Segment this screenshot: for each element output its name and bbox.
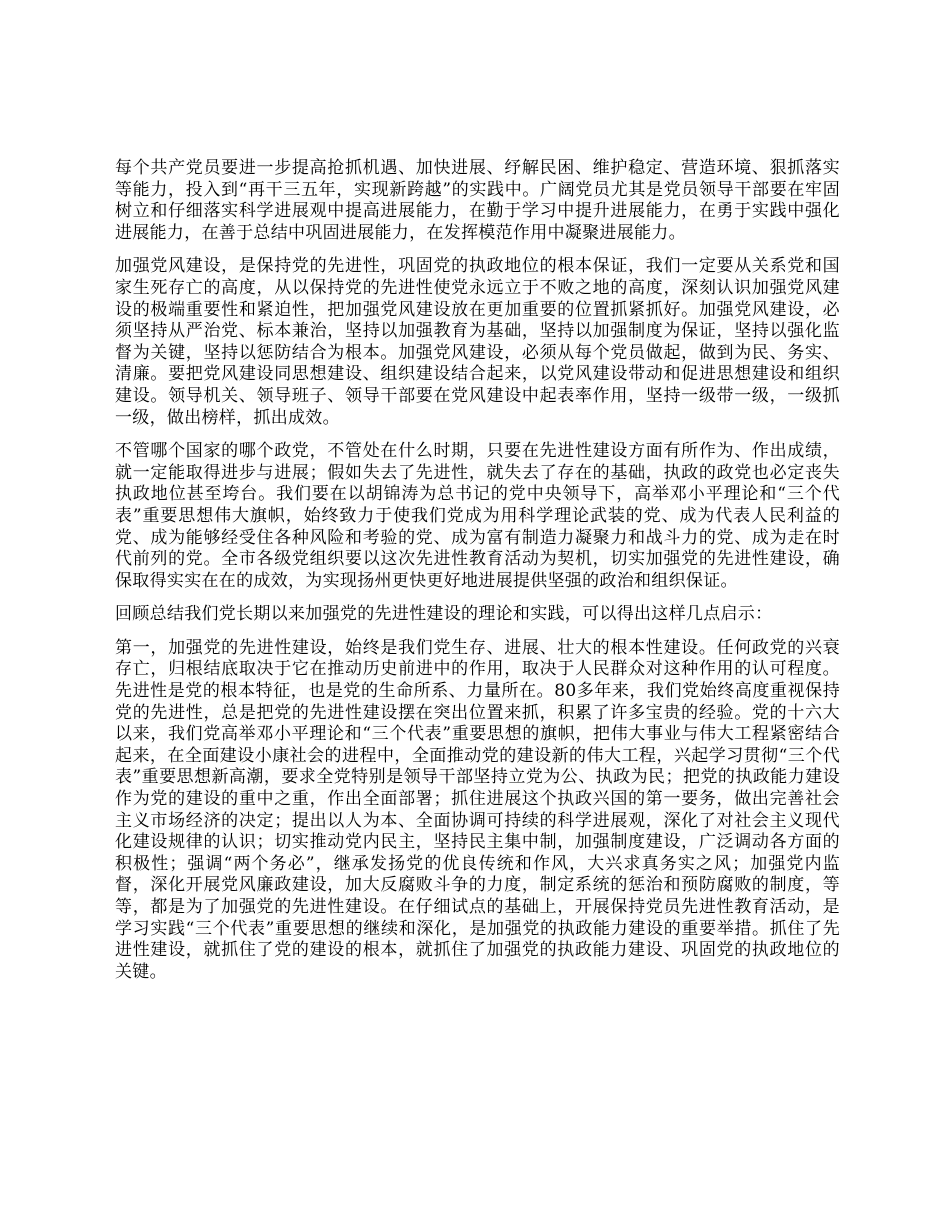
document-body bbox=[115, 158, 840, 995]
paragraph-2: 加强党风建设，是保持党的先进性，巩固党的执政地位的根本保证，我们一定要从关系党和国家生死存亡的高度，从以保持党的先进性使党永远立于不败之地的高度，深刻认识加强党风建设的极端重要性和紧迫性，把加强党风建设放在更加重要的位置抓紧抓好。加强党风建设，必须坚持从严治党、标本兼治，坚持以加强教育为基础，坚持以加强制度为保证，坚持以强化监督为关键，坚持以惩防结合为根本。加强党风建设，必须从每个党员做起，做到为民、务实、清廉。要把党风建设同思想建设、组织建设结合起来，以党风建设带动和促进思想建设和组织建设。领导机关、领导班子、领导干部要在党风建设中起表率作用，坚持一级带一级，一级抓一级，做出榜样，抓出成效。 bbox=[115, 256, 840, 428]
paragraph-3: 不管哪个国家的哪个政党，不管处在什么时期，只要在先进性建设方面有所作为、作出成绩，就一定能取得进步与进展；假如失去了先进性，就失去了存在的基础，执政的政党也必定丧失执政地位甚至垮台。我们要在以胡锦涛为总书记的党中央领导下，高举邓小平理论和“三个代表”重要思想伟大旗帜，始终致力于使我们党成为用科学理论武装的党、成为代表人民利益的党、成为能够经受住各种风险和考验的党、成为富有制造力凝聚力和战斗力的党、成为走在时代前列的党。全市各级党组织要以这次先进性教育活动为契机，切实加强党的先进性建设，确保取得实实在在的成效，为实现扬州更快更好地进展提供坚强的政治和组织保证。 bbox=[115, 441, 840, 591]
paragraph-5: 第一，加强党的先进性建设，始终是我们党生存、进展、壮大的根本性建设。任何政党的兴衰存亡，归根结底取决于它在推动历史前进中的作用，取决于人民群众对这种作用的认可程度。先进性是党的根本特征，也是党的生命所系、力量所在。80多年来，我们党始终高度重视保持党的先进性，总是把党的先进性建设摆在突出位置来抓，积累了许多宝贵的经验。党的十六大以来，我们党高举邓小平理论和“三个代表”重要思想的旗帜，把伟大事业与伟大工程紧密结合起来，在全面建设小康社会的进程中，全面推动党的建设新的伟大工程，兴起学习贯彻“三个代表”重要思想新高潮，要求全党特别是领导干部坚持立党为公、执政为民；把党的执政能力建设作为党的建设的重中之重，作出全面部署；抓住进展这个执政兴国的第一要务，做出完善社会主义市场经济的决定；提出以人为本、全面协调可持续的科学进展观，深化了对社会主义现代化建设规律的认识；切实推动党内民主，坚持民主集中制，加强制度建设，广泛调动各方面的积极性；强调“两个务必”，继承发扬党的优良传统和作风，大兴求真务实之风；加强党内监督，深化开展党风廉政建设，加大反腐败斗争的力度，制定系统的惩治和预防腐败的制度，等等，都是为了加强党的先进性建设。在仔细试点的基础上，开展保持党员先进性教育活动，是学习实践“三个代表”重要思想的继续和深化，是加强党的执政能力建设的重要举措。抓住了先进性建设，就抓住了党的建设的根本，就抓住了加强党的执政能力建设、巩固党的执政地位的关键。 bbox=[115, 637, 840, 982]
paragraph-4: 回顾总结我们党长期以来加强党的先进性建设的理论和实践，可以得出这样几点启示： bbox=[115, 604, 773, 625]
paragraph-1: 每个共产党员要进一步提高抢抓机遇、加快进展、纾解民困、维护稳定、营造环境、狠抓落实等能力，投入到“再干三五年，实现新跨越”的实践中。广阔党员尤其是党员领导干部要在牢固树立和仔细落实科学进展观中提高进展能力，在勤于学习中提升进展能力，在勇于实践中强化进展能力，在善于总结中巩固进展能力，在发挥模范作用中凝聚进展能力。 bbox=[115, 158, 840, 243]
